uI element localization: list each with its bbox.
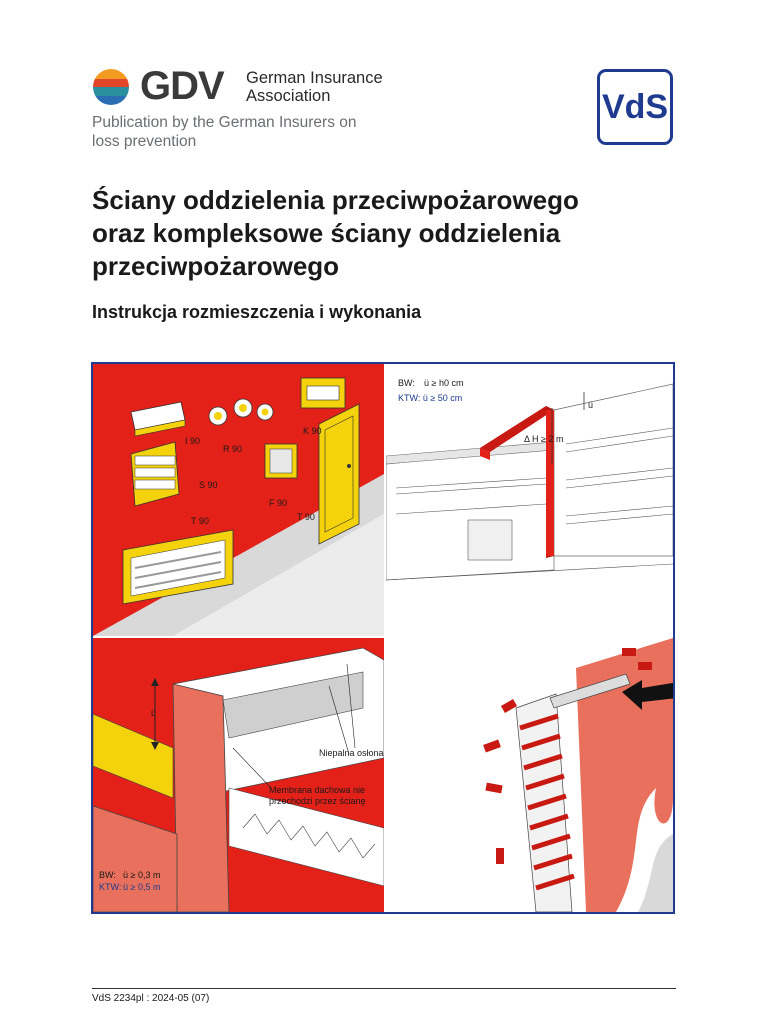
panel-roof-section [93, 638, 384, 912]
panel-wall-openings [93, 364, 384, 636]
bw-value: ü ≥ 0,3 m [123, 870, 161, 880]
membrane-label-line-2: przechodzi przez ścianę [269, 796, 366, 806]
org-line-2: Association [246, 87, 331, 105]
title-line-3: przeciwpożarowego [92, 251, 340, 281]
ktw-value: KTW: ü ≥ 50 cm [398, 393, 463, 403]
document-code: VdS 2234pl : 2024-05 (07) [92, 993, 210, 1004]
vds-badge: VdS [597, 69, 673, 145]
label-r90: R 90 [223, 444, 243, 454]
publication-line-2: loss prevention [92, 133, 197, 150]
bw-value: ü ≥ h0 cm [424, 378, 464, 388]
u-label: ü [588, 400, 594, 410]
brand-name: GDV [140, 64, 224, 108]
panel-building-firewall [386, 364, 673, 636]
label-f90: F 90 [269, 498, 288, 508]
publication-note [92, 113, 412, 151]
label-i90: I 90 [185, 436, 201, 446]
bw-label: BW: [398, 378, 415, 388]
bw-label: BW: [99, 870, 116, 880]
ktw-value: ü ≥ 0,5 m [123, 882, 161, 892]
cover-label: Niepalna osłona [319, 748, 384, 758]
label-t90-conveyor: T 90 [191, 516, 209, 526]
organization-name [246, 69, 383, 105]
ktw-label: KTW: [99, 882, 122, 892]
footer-divider [92, 988, 676, 989]
publication-line-1: Publication by the German Insurers on [92, 114, 357, 131]
org-line-1: German Insurance [246, 69, 383, 87]
document-title [92, 184, 712, 283]
label-s90: S 90 [199, 480, 218, 490]
delta-h-label: Δ H ≥ 2 m [524, 434, 564, 444]
membrane-label-line-1: Membrana dachowa nie [269, 785, 366, 795]
gdv-logo-icon [92, 68, 130, 106]
title-line-2: oraz kompleksowe ściany oddzielenia [92, 218, 561, 248]
document-subtitle: Instrukcja rozmieszczenia i wykonania [92, 302, 422, 322]
label-k90: K 90 [303, 426, 322, 436]
panel-wall-collapse [386, 638, 673, 912]
label-t90-door: T 90 [297, 512, 315, 522]
u-label: ü [151, 708, 157, 718]
title-line-1: Ściany oddzielenia przeciwpożarowego [92, 185, 579, 215]
